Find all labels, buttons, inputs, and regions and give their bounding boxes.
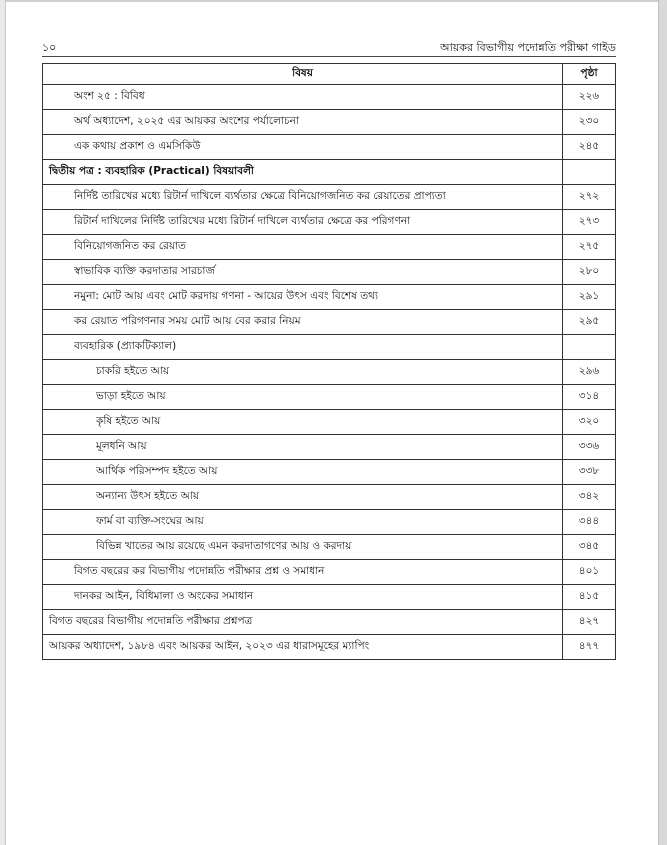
toc-row (43, 360, 616, 385)
toc-topic: আর্থিক পরিসম্পদ হইতে আয় (43, 460, 563, 485)
toc-page (563, 160, 616, 185)
toc-page: ২৯১ (563, 285, 616, 310)
toc-page: ২৯৬ (563, 360, 616, 385)
toc-page: ২৭৫ (563, 235, 616, 260)
toc-topic: বিগত বছরের বিভাগীয় পদোন্নতি পরীক্ষার প্রশ্নপত্র (43, 610, 563, 635)
toc-page: ২৭৩ (563, 210, 616, 235)
toc-row (43, 335, 616, 360)
toc-topic: বিনিয়োগজনিত কর রেয়াত (43, 235, 563, 260)
toc-section-title: দ্বিতীয় পত্র : ব্যবহারিক (Practical) বিষয়াবলী (43, 160, 563, 185)
toc-topic: দানকর আইন, বিধিমালা ও অংকের সমাধান (43, 585, 563, 610)
toc-topic: অন্যান্য উৎস হইতে আয় (43, 485, 563, 510)
toc-topic: স্বাভাবিক ব্যক্তি করদাতার সারচার্জ (43, 260, 563, 285)
toc-page: ২৩০ (563, 110, 616, 135)
toc-page: ৩৩৮ (563, 460, 616, 485)
toc-topic: ব্যবহারিক (প্র্যাকটিক্যাল) (43, 335, 563, 360)
toc-row (43, 235, 616, 260)
toc-row (43, 435, 616, 460)
page-column-header: পৃষ্ঠা (563, 64, 616, 85)
toc-topic: চাকরি হইতে আয় (43, 360, 563, 385)
toc-page: ৩৪৪ (563, 510, 616, 535)
toc-page: ২২৬ (563, 85, 616, 110)
toc-page (563, 335, 616, 360)
toc-page: ২৮০ (563, 260, 616, 285)
toc-row (43, 635, 616, 660)
table-of-contents (42, 63, 616, 660)
viewer-top-edge (0, 0, 667, 2)
toc-row (43, 535, 616, 560)
toc-row (43, 110, 616, 135)
toc-row (43, 560, 616, 585)
toc-row (43, 185, 616, 210)
toc-topic: নমুনা: মোট আয় এবং মোট করদায় গণনা - আয়ের উৎস এবং বিশেষ তথ্য (43, 285, 563, 310)
toc-row (43, 410, 616, 435)
toc-page: ৩৪২ (563, 485, 616, 510)
toc-topic: ফার্ম বা ব্যক্তি-সংঘের আয় (43, 510, 563, 535)
toc-header-row (43, 64, 616, 85)
viewer-left-edge (0, 0, 6, 845)
toc-row (43, 260, 616, 285)
toc-row (43, 460, 616, 485)
toc-topic: আয়কর অধ্যাদেশ, ১৯৮৪ এবং আয়কর আইন, ২০২৩ এর ধারাসমূহের ম্যাপিং (43, 635, 563, 660)
toc-topic: মূলধনি আয় (43, 435, 563, 460)
toc-row (43, 135, 616, 160)
toc-topic: বিগত বছরের কর বিভাগীয় পদোন্নতি পরীক্ষার প্রশ্ন ও সমাধান (43, 560, 563, 585)
toc-topic: ভাড়া হইতে আয় (43, 385, 563, 410)
toc-row (43, 285, 616, 310)
page-number: ১০ (42, 41, 57, 54)
toc-topic: রিটার্ন দাখিলের নির্দিষ্ট তারিখের মধ্যে রিটার্ন দাখিলে ব্যর্থতার ক্ষেত্রে কর পরিগণনা (43, 210, 563, 235)
toc-row (43, 510, 616, 535)
toc-page: ২৭২ (563, 185, 616, 210)
toc-page: ৪৭৭ (563, 635, 616, 660)
toc-topic: অর্থ অধ্যাদেশ, ২০২৫ এর আয়কর অংশের পর্যালোচনা (43, 110, 563, 135)
toc-row (43, 610, 616, 635)
viewer-scrollbar[interactable] (658, 0, 667, 845)
toc-page: ৪১৫ (563, 585, 616, 610)
toc-row (43, 310, 616, 335)
toc-page: ৪২৭ (563, 610, 616, 635)
running-title: আয়কর বিভাগীয় পদোন্নতি পরীক্ষা গাইড (439, 41, 616, 54)
toc-page: ২৯৫ (563, 310, 616, 335)
toc-topic: বিভিন্ন খাতের আয় রয়েছে এমন করদাতাগণের আয় ও করদায় (43, 535, 563, 560)
toc-row (43, 585, 616, 610)
toc-section-row (43, 160, 616, 185)
toc-page: ৩২০ (563, 410, 616, 435)
toc-topic: অংশ ২৫ : বিবিধ (43, 85, 563, 110)
topic-column-header: বিষয় (43, 64, 563, 85)
toc-row (43, 385, 616, 410)
page-header (42, 36, 616, 57)
toc-page: ২৪৫ (563, 135, 616, 160)
toc-page: ৩৩৬ (563, 435, 616, 460)
toc-topic: কৃষি হইতে আয় (43, 410, 563, 435)
toc-topic: এক কথায় প্রকাশ ও এমসিকিউ (43, 135, 563, 160)
toc-topic: নির্দিষ্ট তারিখের মধ্যে রিটার্ন দাখিলে ব্যর্থতার ক্ষেত্রে বিনিয়োগজনিত কর রেয়াতের প্রাপ্যতা (43, 185, 563, 210)
toc-page: ৩১৪ (563, 385, 616, 410)
toc-page: ৩৪৫ (563, 535, 616, 560)
toc-row (43, 485, 616, 510)
toc-row (43, 210, 616, 235)
toc-topic: কর রেয়াত পরিগণনার সময় মোট আয় বের করার নিয়ম (43, 310, 563, 335)
toc-row (43, 85, 616, 110)
toc-page: ৪০১ (563, 560, 616, 585)
